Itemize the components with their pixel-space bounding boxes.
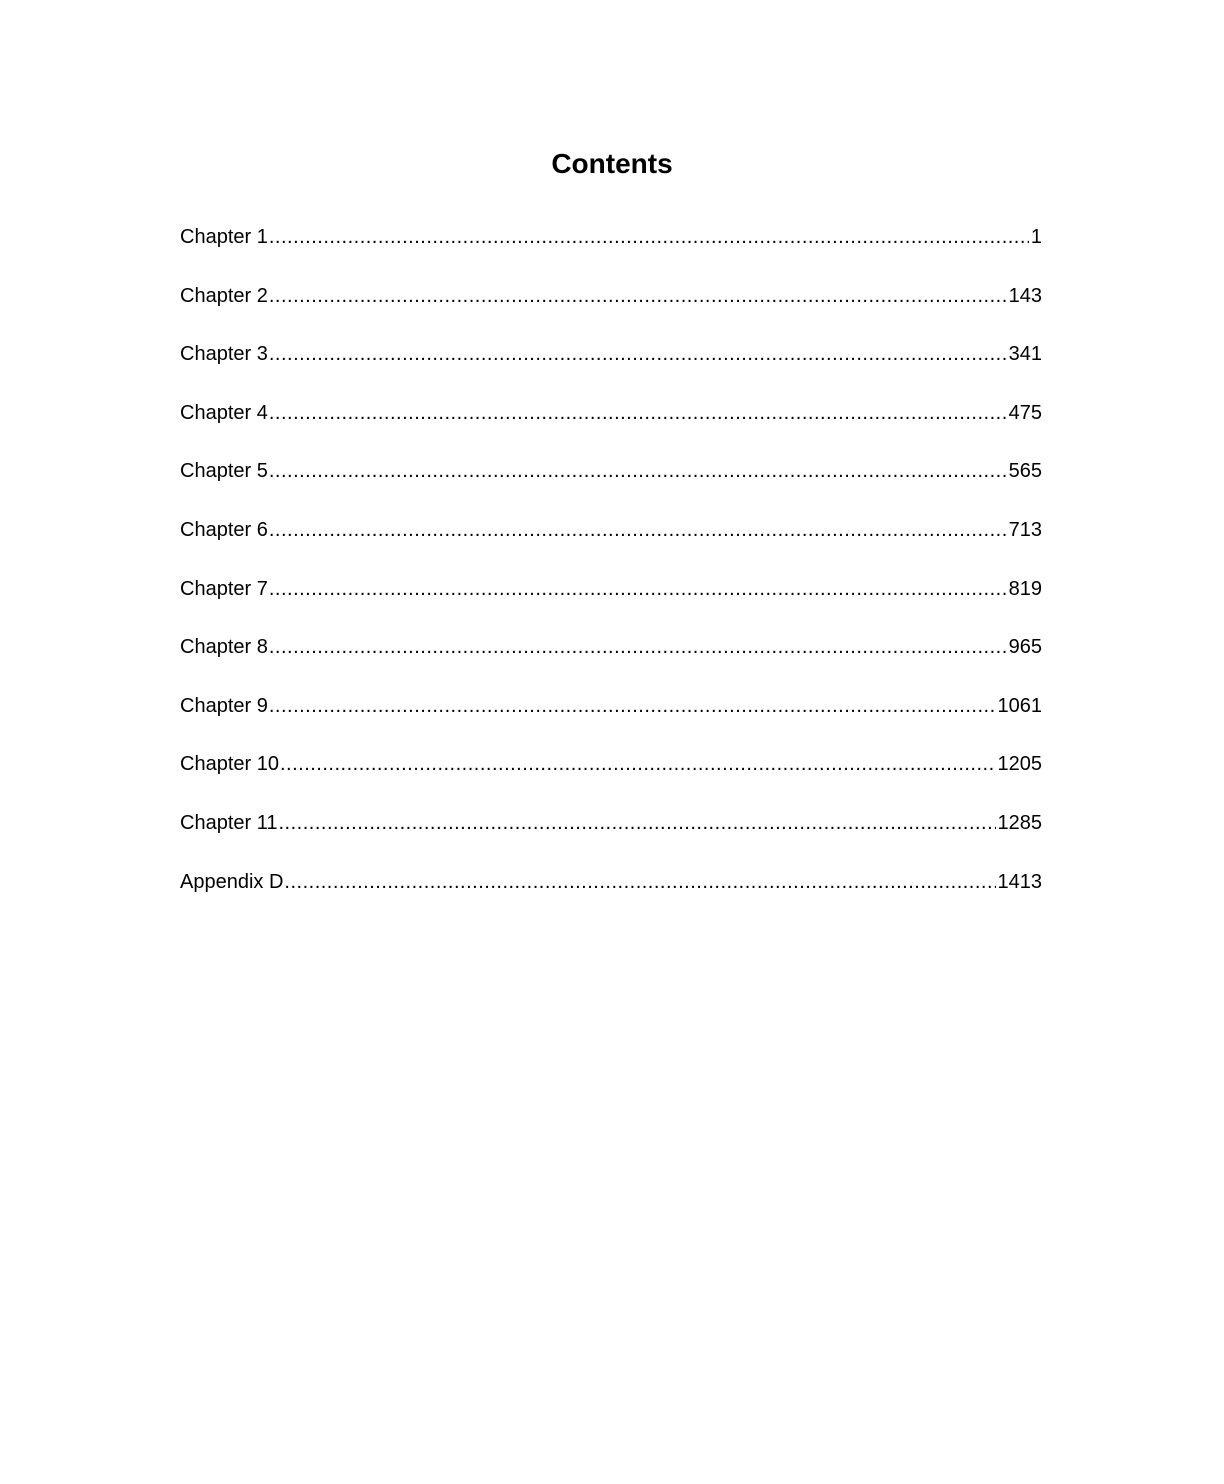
toc-page-number: 475 <box>1008 401 1042 424</box>
toc-entry[interactable] <box>180 574 1042 633</box>
toc-page-number: 565 <box>1008 460 1042 483</box>
toc-entry[interactable] <box>180 691 1042 750</box>
toc-page-number: 341 <box>1008 343 1042 366</box>
toc-entry[interactable] <box>180 339 1042 398</box>
toc-dot-leader <box>269 398 1007 428</box>
toc-dot-leader <box>269 691 996 721</box>
toc-dot-leader <box>269 222 1029 252</box>
toc-page-number: 1205 <box>997 753 1042 776</box>
toc-dot-leader <box>269 515 1007 545</box>
toc-page-number: 1285 <box>997 811 1042 834</box>
toc-entry[interactable] <box>180 222 1042 281</box>
toc-page-number: 1061 <box>997 694 1042 717</box>
toc-dot-leader <box>269 574 1007 604</box>
toc-entry[interactable] <box>180 281 1042 340</box>
page-title: Contents <box>551 148 673 179</box>
toc-entry-label: Appendix D <box>180 870 284 893</box>
toc-entry-label: Chapter 8 <box>180 636 268 659</box>
toc-dot-leader <box>269 632 1007 662</box>
toc-entry-label: Chapter 4 <box>180 401 268 424</box>
toc-page-number: 1 <box>1030 226 1042 248</box>
toc-entry-label: Chapter 10 <box>180 753 279 776</box>
toc-entry[interactable] <box>180 808 1042 867</box>
toc-dot-leader <box>269 339 1007 369</box>
toc-entry-label: Chapter 2 <box>180 284 268 307</box>
toc-entry-label: Chapter 3 <box>180 343 268 366</box>
table-of-contents <box>180 222 1042 925</box>
toc-entry-label: Chapter 9 <box>180 694 268 717</box>
toc-entry-label: Chapter 5 <box>180 460 268 483</box>
toc-entry[interactable] <box>180 456 1042 515</box>
toc-entry[interactable] <box>180 515 1042 574</box>
toc-entry[interactable] <box>180 398 1042 457</box>
toc-dot-leader <box>278 808 995 838</box>
toc-dot-leader <box>269 281 1007 311</box>
toc-entry[interactable] <box>180 867 1042 926</box>
toc-dot-leader <box>280 749 996 779</box>
toc-page-number: 713 <box>1008 518 1042 541</box>
toc-entry-label: Chapter 1 <box>180 226 268 248</box>
toc-entry[interactable] <box>180 632 1042 691</box>
toc-page-number: 965 <box>1008 636 1042 659</box>
toc-dot-leader <box>269 456 1007 486</box>
toc-dot-leader <box>284 867 995 897</box>
toc-page-number: 1413 <box>997 870 1042 893</box>
toc-page-number: 143 <box>1008 284 1042 307</box>
toc-entry[interactable] <box>180 749 1042 808</box>
toc-page-number: 819 <box>1008 577 1042 600</box>
toc-entry-label: Chapter 11 <box>180 811 278 834</box>
toc-entry-label: Chapter 6 <box>180 518 268 541</box>
toc-entry-label: Chapter 7 <box>180 577 268 600</box>
